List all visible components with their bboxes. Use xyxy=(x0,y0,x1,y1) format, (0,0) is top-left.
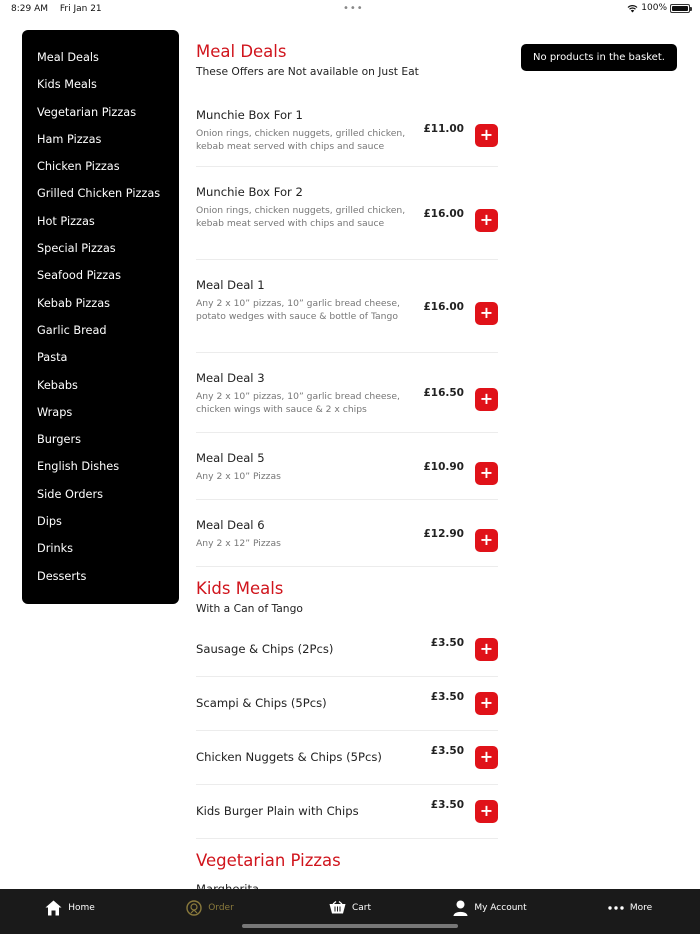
product-name: Sausage & Chips (2Pcs) xyxy=(196,642,334,656)
product-price: £10.90 xyxy=(423,460,464,473)
product-price: £16.50 xyxy=(423,387,464,399)
nav-more[interactable] xyxy=(560,889,700,934)
nav-account-label: My Account xyxy=(474,902,527,913)
sidebar-item[interactable]: Seafood Pizzas xyxy=(37,269,121,283)
product-price: £3.50 xyxy=(430,637,464,649)
product-description: Onion rings, chicken nuggets, grilled chicken, kebab meat served with chips and sauce xyxy=(196,205,406,229)
section-title: Meal Deals xyxy=(196,42,287,61)
category-sidebar xyxy=(22,30,179,604)
product-name: Munchie Box For 2 xyxy=(196,185,303,199)
sidebar-item[interactable]: Ham Pizzas xyxy=(37,132,102,146)
product-list xyxy=(196,623,498,839)
section-subtitle: With a Can of Tango xyxy=(196,602,303,615)
sidebar-item[interactable]: Side Orders xyxy=(37,487,104,501)
product-name: Meal Deal 5 xyxy=(196,451,265,465)
product-name: Chicken Nuggets & Chips (5Pcs) xyxy=(196,750,382,764)
product-price: £12.90 xyxy=(423,527,464,540)
section-title: Vegetarian Pizzas xyxy=(196,851,341,870)
sidebar-item[interactable]: Kebabs xyxy=(37,378,78,392)
product-row[interactable] xyxy=(196,500,498,567)
home-icon xyxy=(45,900,62,916)
section-subtitle: These Offers are Not available on Just Eat xyxy=(196,65,419,78)
product-price: £16.00 xyxy=(423,300,464,313)
product-row[interactable] xyxy=(196,260,498,353)
basket-status[interactable]: No products in the basket. xyxy=(521,44,677,71)
nav-cart-label: Cart xyxy=(351,902,372,913)
home-indicator xyxy=(242,924,458,928)
menu-section xyxy=(196,40,498,567)
sidebar-item[interactable]: Garlic Bread xyxy=(37,323,107,337)
product-name: Kids Burger Plain with Chips xyxy=(196,804,359,818)
sidebar-item[interactable]: English Dishes xyxy=(37,460,120,474)
nav-home-label: Home xyxy=(68,902,95,913)
section-title: Kids Meals xyxy=(196,579,284,598)
add-to-basket-button[interactable]: + xyxy=(475,529,498,552)
product-name: Meal Deal 1 xyxy=(196,278,265,292)
menu-section xyxy=(196,567,498,839)
product-row[interactable] xyxy=(196,731,498,785)
add-to-basket-button[interactable]: + xyxy=(475,302,498,325)
sidebar-item[interactable]: Grilled Chicken Pizzas xyxy=(37,187,161,201)
sidebar-item[interactable]: Desserts xyxy=(37,569,87,583)
product-description: Any 2 x 12” Pizzas xyxy=(196,538,281,549)
nav-order-label: Order xyxy=(208,902,234,913)
sidebar-item[interactable]: Hot Pizzas xyxy=(37,214,95,228)
sidebar-item[interactable]: Vegetarian Pizzas xyxy=(37,105,137,119)
product-row[interactable] xyxy=(196,785,498,839)
status-bar xyxy=(0,0,700,18)
wifi-icon xyxy=(627,4,638,13)
menu-content xyxy=(196,40,498,911)
product-name: Meal Deal 6 xyxy=(196,518,265,532)
sidebar-item[interactable]: Dips xyxy=(37,515,62,529)
sidebar-item[interactable]: Meal Deals xyxy=(37,51,99,64)
add-to-basket-button[interactable]: + xyxy=(475,638,498,661)
nav-home[interactable] xyxy=(0,889,140,934)
nav-more-label: More xyxy=(629,902,653,913)
sidebar-item[interactable]: Special Pizzas xyxy=(37,242,116,256)
product-row[interactable] xyxy=(196,433,498,500)
more-dots-icon xyxy=(608,906,624,910)
product-price: £16.00 xyxy=(423,207,464,220)
product-name: Scampi & Chips (5Pcs) xyxy=(196,696,327,710)
sidebar-item[interactable]: Kebab Pizzas xyxy=(37,296,111,310)
product-row[interactable] xyxy=(196,90,498,167)
sidebar-item[interactable]: Burgers xyxy=(37,433,82,447)
sidebar-item[interactable]: Pasta xyxy=(37,351,68,365)
sidebar-item[interactable]: Chicken Pizzas xyxy=(37,160,120,174)
product-row[interactable] xyxy=(196,353,498,433)
sidebar-item[interactable]: Kids Meals xyxy=(37,78,97,92)
add-to-basket-button[interactable]: + xyxy=(475,124,498,147)
product-name: Munchie Box For 1 xyxy=(196,108,303,122)
product-description: Any 2 x 10” pizzas, 10” garlic bread cheese, chicken wings with sauce & 2 x chips xyxy=(196,391,400,415)
status-date: Fri Jan 21 xyxy=(59,4,102,14)
product-description: Any 2 x 10” Pizzas xyxy=(196,471,281,482)
product-name: Meal Deal 3 xyxy=(196,371,265,385)
add-to-basket-button[interactable]: + xyxy=(475,462,498,485)
status-time: 8:29 AM xyxy=(11,4,48,14)
product-row[interactable] xyxy=(196,167,498,260)
product-description: Any 2 x 10” pizzas, 10” garlic bread cheese, potato wedges with sauce & bottle of Tango xyxy=(196,298,400,322)
product-description: Onion rings, chicken nuggets, grilled chicken, kebab meat served with chips and sauce xyxy=(196,128,406,152)
add-to-basket-button[interactable]: + xyxy=(475,746,498,769)
add-to-basket-button[interactable]: + xyxy=(475,388,498,411)
multitask-dots-icon[interactable]: ••• xyxy=(343,3,364,14)
battery-icon xyxy=(670,4,690,13)
sidebar-item[interactable]: Drinks xyxy=(37,542,74,556)
product-price: £3.50 xyxy=(430,799,464,811)
battery-percent: 100% xyxy=(641,3,667,13)
sidebar-item[interactable]: Wraps xyxy=(37,405,73,419)
product-list xyxy=(196,90,498,567)
product-row[interactable] xyxy=(196,677,498,731)
product-price: £3.50 xyxy=(430,691,464,703)
add-to-basket-button[interactable]: + xyxy=(475,209,498,232)
order-icon xyxy=(186,900,202,916)
add-to-basket-button[interactable]: + xyxy=(475,692,498,715)
product-price: £3.50 xyxy=(430,745,464,757)
product-row[interactable] xyxy=(196,623,498,677)
add-to-basket-button[interactable]: + xyxy=(475,800,498,823)
cart-icon xyxy=(329,901,346,915)
user-icon xyxy=(453,900,468,916)
product-price: £11.00 xyxy=(423,122,464,135)
